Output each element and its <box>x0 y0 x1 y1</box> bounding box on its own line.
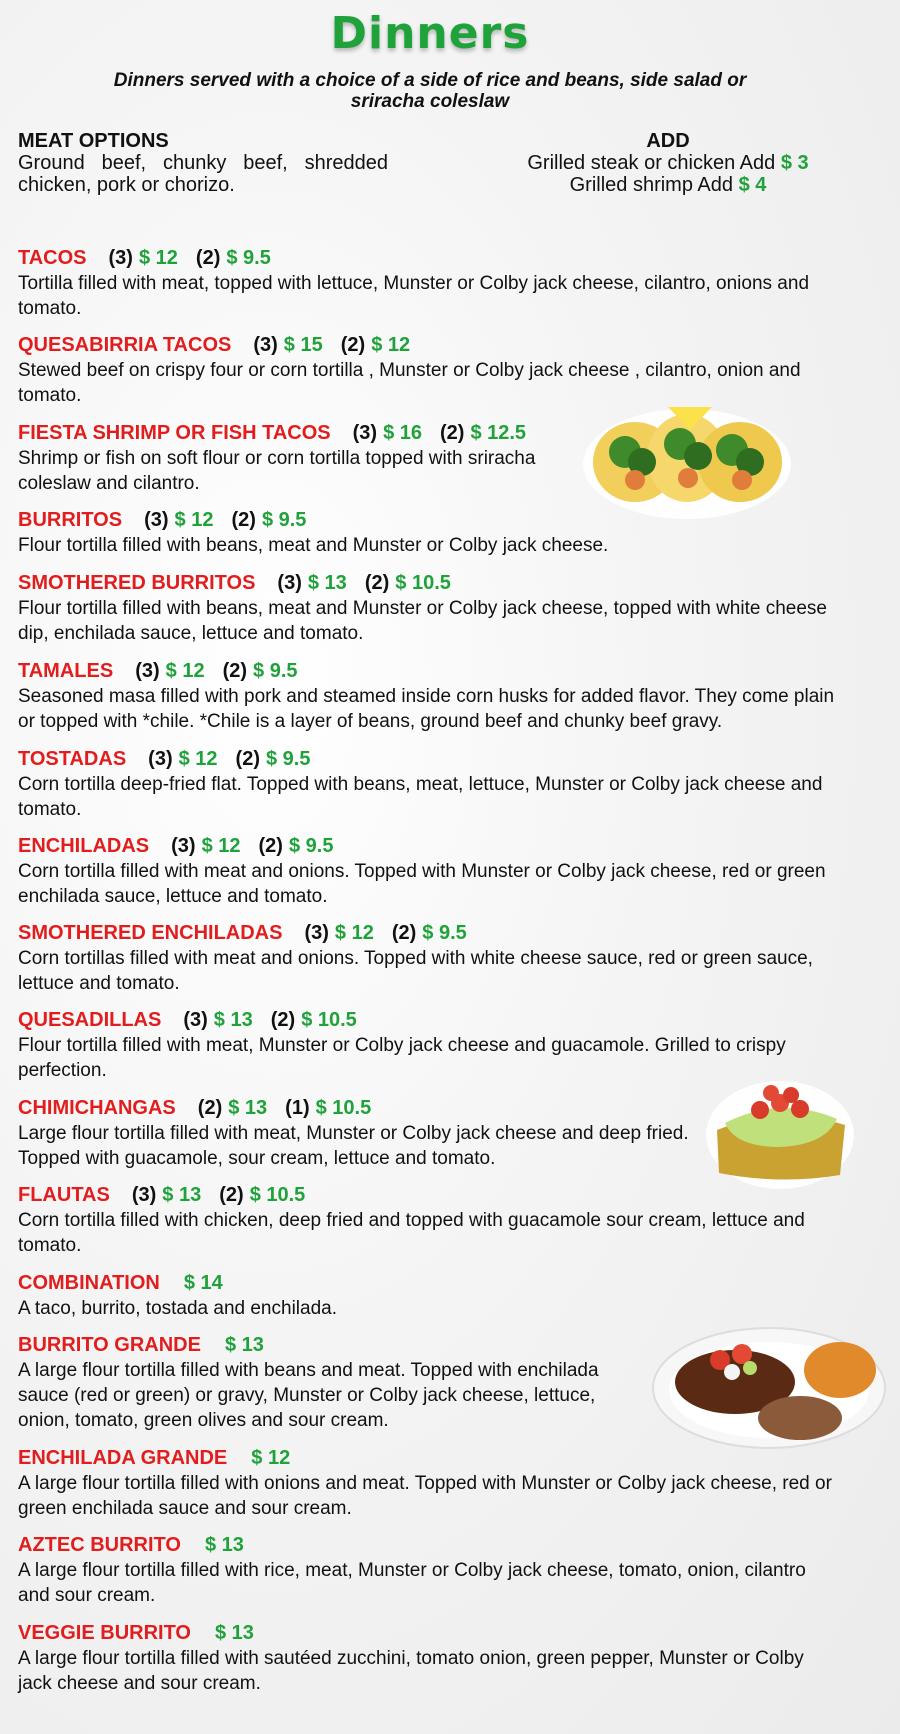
item-price: $ 9.5 <box>261 509 307 531</box>
item-description: Seasoned masa filled with pork and steamed inside corn husks for added flavor. They come plain or topped with *chile. *Chile is a layer of beans, ground beef and chunky beef gravy. <box>18 686 835 732</box>
item-description: Shrimp or fish on soft flour or corn tortilla topped with sriracha coleslaw and cilantro. <box>18 448 536 494</box>
item-description: Corn tortilla filled with meat and onions. Topped with Munster or Colby jack cheese, red or green enchilada sauce, lettuce and tomato. <box>18 861 826 907</box>
item-price: $ 10.5 <box>249 1184 306 1206</box>
item-qty: (2) <box>219 1184 244 1206</box>
item-description: Flour tortilla filled with meat, Munster or Colby jack cheese and guacamole. Grilled to crispy perfection. <box>18 1035 786 1081</box>
item-price: $ 15 <box>283 334 323 356</box>
item-qty: (2) <box>197 1097 223 1119</box>
add-line <box>488 174 848 196</box>
item-price: $ 12 <box>165 660 205 682</box>
item-name: TOSTADAS <box>18 748 127 770</box>
add-line-price: $ 4 <box>738 174 767 196</box>
add-line-text: Grilled shrimp Add <box>569 174 734 196</box>
item-name: CHIMICHANGAS <box>18 1097 176 1119</box>
chimichanga-photo <box>705 1075 855 1190</box>
item-name: COMBINATION <box>18 1272 160 1294</box>
item-description: Corn tortillas filled with meat and onions. Topped with white cheese sauce, red or green sauce, lettuce and tomato. <box>18 948 813 994</box>
item-price: $ 9.5 <box>253 660 298 682</box>
item-description: Corn tortilla deep-fried flat. Topped with beans, meat, lettuce, Munster or Colby jack cheese and tomato. <box>18 774 823 820</box>
item-name: ENCHILADA GRANDE <box>18 1447 228 1469</box>
options-section <box>18 130 842 240</box>
item-price: $ 9.5 <box>422 922 467 944</box>
item-qty: (3) <box>253 334 278 356</box>
item-description: Flour tortilla filled with beans, meat and Munster or Colby jack cheese, topped with white cheese dip, enchilada sauce, lettuce and tomato. <box>18 598 827 644</box>
menu-item-aztec-burrito <box>18 1533 842 1608</box>
item-qty: (3) <box>108 247 133 269</box>
add-heading: ADD <box>646 130 690 152</box>
item-name: QUESABIRRIA TACOS <box>18 334 232 356</box>
item-name: ENCHILADAS <box>18 835 150 857</box>
menu-item-quesadillas <box>18 1008 842 1083</box>
item-name: BURRITOS <box>18 509 123 531</box>
item-description: A large flour tortilla filled with onions and meat. Topped with Munster or Colby jack cheese, red or green enchilada sauce and sour cream. <box>18 1473 832 1519</box>
item-description: A taco, burrito, tostada and enchilada. <box>18 1298 337 1319</box>
add-options <box>488 130 848 196</box>
page-title: Dinners <box>330 8 530 59</box>
menu-item-enchilada-grande <box>18 1446 842 1521</box>
item-price: $ 13 <box>224 1334 264 1356</box>
menu-item-enchiladas <box>18 834 842 909</box>
item-qty: (3) <box>352 422 378 444</box>
item-qty: (2) <box>258 835 283 857</box>
item-price: $ 13 <box>162 1184 202 1206</box>
item-price: $ 14 <box>183 1272 223 1294</box>
item-description: A large flour tortilla filled with sautéed zucchini, tomato onion, green pepper, Munster or Colby jack cheese and sour cream. <box>18 1648 804 1694</box>
meat-options-heading: MEAT OPTIONS <box>18 130 169 152</box>
item-description: Large flour tortilla filled with meat, Munster or Colby jack cheese and deep fried. Topped with guacamole, sour cream, lettuce and tomato. <box>18 1123 689 1169</box>
item-price: $ 13 <box>307 572 347 594</box>
item-name: SMOTHERED BURRITOS <box>18 572 256 594</box>
item-price: $ 9.5 <box>266 748 311 770</box>
menu-item-veggie-burrito <box>18 1621 842 1696</box>
item-description: Stewed beef on crispy four or corn tortilla , Munster or Colby jack cheese , cilantro, onion and tomato. <box>18 360 801 406</box>
menu-item-smothered-enchiladas <box>18 921 842 996</box>
fish-tacos-photo <box>580 392 795 522</box>
item-name: TAMALES <box>18 660 114 682</box>
item-price: $ 13 <box>204 1534 244 1556</box>
item-price: $ 12 <box>371 334 411 356</box>
item-qty: (1) <box>285 1097 310 1119</box>
item-qty: (3) <box>131 1184 157 1206</box>
item-price: $ 12 <box>174 509 214 531</box>
item-qty: (2) <box>270 1009 296 1031</box>
item-price: $ 12 <box>334 922 374 944</box>
item-price: $ 12.5 <box>470 422 527 444</box>
item-price: $ 13 <box>215 1622 254 1644</box>
item-qty: (2) <box>364 572 390 594</box>
add-line <box>488 152 848 174</box>
item-name: FIESTA SHRIMP OR FISH TACOS <box>18 422 331 444</box>
item-description: A large flour tortilla filled with beans and meat. Topped with enchilada sauce (red or green) or gravy, Munster or Colby jack cheese, lettuce, onion, tomato, green olives and sour cream. <box>18 1360 599 1431</box>
item-qty: (2) <box>195 247 221 269</box>
item-price: $ 9.5 <box>288 835 334 857</box>
item-name: FLAUTAS <box>18 1184 110 1206</box>
meat-options <box>18 130 388 196</box>
item-description: Flour tortilla filled with beans, meat and Munster or Colby jack cheese. <box>18 535 609 556</box>
item-name: VEGGIE BURRITO <box>18 1622 191 1644</box>
item-name: TACOS <box>18 247 87 269</box>
item-qty: (3) <box>304 922 329 944</box>
menu-page <box>18 0 842 1694</box>
item-price: $ 10.5 <box>301 1009 357 1031</box>
item-qty: (2) <box>231 509 256 531</box>
item-qty: (3) <box>144 509 169 531</box>
item-price: $ 12 <box>251 1447 291 1469</box>
item-qty: (3) <box>277 572 302 594</box>
item-price: $ 12 <box>201 835 241 857</box>
item-price: $ 13 <box>228 1097 268 1119</box>
item-price: $ 9.5 <box>226 247 271 269</box>
item-qty: (2) <box>440 422 465 444</box>
menu-item-flautas <box>18 1183 842 1258</box>
item-description: Corn tortilla filled with chicken, deep fried and topped with guacamole sour cream, lettuce and tomato. <box>18 1210 805 1256</box>
item-qty: (3) <box>148 748 173 770</box>
item-qty: (2) <box>222 660 248 682</box>
meat-options-text: Ground beef, chunky beef, shredded chicken, pork or chorizo. <box>18 152 388 196</box>
item-qty: (2) <box>391 922 417 944</box>
item-name: SMOTHERED ENCHILADAS <box>18 922 283 944</box>
menu-item-tamales <box>18 659 842 734</box>
item-description: Tortilla filled with meat, topped with lettuce, Munster or Colby jack cheese, cilantro, onions and tomato. <box>18 273 810 319</box>
item-qty: (3) <box>171 835 196 857</box>
menu-item-tacos <box>18 246 842 321</box>
item-qty: (2) <box>235 748 260 770</box>
item-name: BURRITO GRANDE <box>18 1334 201 1356</box>
burrito-grande-photo <box>650 1310 888 1450</box>
item-qty: (2) <box>340 334 366 356</box>
item-description: A large flour tortilla filled with rice, meat, Munster or Colby jack cheese, tomato, onion, cilantro and sour cream. <box>18 1560 806 1606</box>
menu-item-tostadas <box>18 747 842 822</box>
page-subtitle: Dinners served with a choice of a side of rice and beans, side salad or sriracha coleslaw <box>113 70 747 112</box>
item-qty: (3) <box>183 1009 208 1031</box>
add-line-price: $ 3 <box>780 152 809 174</box>
menu-item-smothered-burritos <box>18 571 842 646</box>
item-price: $ 12 <box>138 247 178 269</box>
item-price: $ 10.5 <box>315 1097 372 1119</box>
item-price: $ 13 <box>213 1009 253 1031</box>
item-qty: (3) <box>135 660 160 682</box>
item-name: AZTEC BURRITO <box>18 1534 181 1556</box>
item-price: $ 16 <box>383 422 422 444</box>
item-name: QUESADILLAS <box>18 1009 162 1031</box>
item-price: $ 10.5 <box>395 572 451 594</box>
item-price: $ 12 <box>178 748 218 770</box>
add-line-text: Grilled steak or chicken Add <box>527 152 776 174</box>
